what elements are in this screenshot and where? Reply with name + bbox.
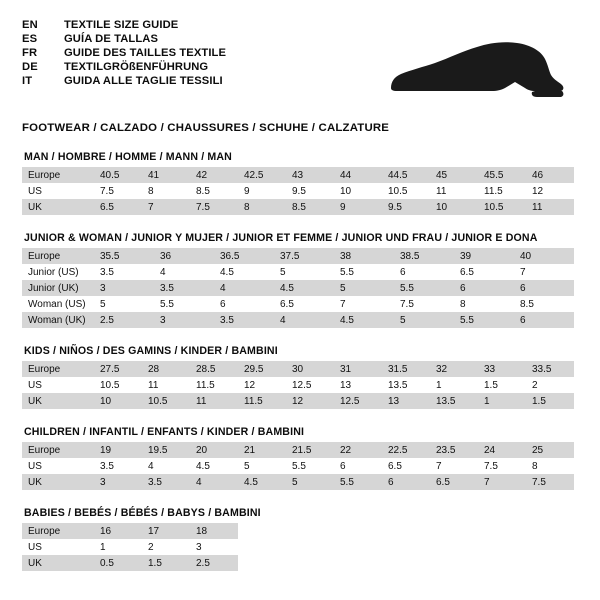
language-title-list bbox=[22, 18, 226, 89]
cell: 42.5 bbox=[238, 167, 286, 183]
cell: 13.5 bbox=[382, 377, 430, 393]
section-junior-woman bbox=[22, 232, 578, 328]
cell: 31 bbox=[334, 361, 382, 377]
size-table-man bbox=[22, 167, 574, 215]
language-row bbox=[22, 18, 226, 32]
cell: 25 bbox=[526, 442, 574, 458]
cell: 10.5 bbox=[142, 393, 190, 409]
cell: 7.5 bbox=[94, 183, 142, 199]
row-label: UK bbox=[22, 555, 94, 571]
row-label: Europe bbox=[22, 523, 94, 539]
cell: 9.5 bbox=[382, 199, 430, 215]
cell: 11 bbox=[142, 377, 190, 393]
section-babies bbox=[22, 507, 578, 571]
section-title: JUNIOR & WOMAN / JUNIOR Y MUJER / JUNIOR ET FEMME / JUNIOR UND FRAU / JUNIOR E DONA bbox=[24, 232, 538, 244]
row-label: US bbox=[22, 183, 94, 199]
cell: 5 bbox=[94, 296, 154, 312]
cell: 28 bbox=[142, 361, 190, 377]
row-label: UK bbox=[22, 393, 94, 409]
table-row bbox=[22, 458, 574, 474]
row-label: Woman (UK) bbox=[22, 312, 94, 328]
language-title-list-body bbox=[22, 18, 226, 89]
cell: 16 bbox=[94, 523, 142, 539]
cell: 5 bbox=[286, 474, 334, 490]
cell: 5.5 bbox=[286, 458, 334, 474]
table-row bbox=[22, 296, 574, 312]
cell: 12.5 bbox=[334, 393, 382, 409]
row-label: Europe bbox=[22, 442, 94, 458]
cell: 7 bbox=[514, 264, 574, 280]
cell: 7.5 bbox=[478, 458, 526, 474]
size-table-children bbox=[22, 442, 574, 490]
cell: 22.5 bbox=[382, 442, 430, 458]
cell: 0.5 bbox=[94, 555, 142, 571]
row-label: US bbox=[22, 539, 94, 555]
cell: 11 bbox=[526, 199, 574, 215]
section-title: MAN / HOMBRE / HOMME / MANN / MAN bbox=[24, 151, 232, 163]
size-table-junior-woman bbox=[22, 248, 574, 328]
table-row bbox=[22, 264, 574, 280]
language-title: TEXTILE SIZE GUIDE bbox=[64, 18, 179, 31]
cell: 43 bbox=[286, 167, 334, 183]
header bbox=[22, 18, 578, 112]
cell: 9 bbox=[238, 183, 286, 199]
cell: 7.5 bbox=[190, 199, 238, 215]
language-code: FR bbox=[22, 46, 38, 59]
cell: 11 bbox=[430, 183, 478, 199]
cell: 4 bbox=[154, 264, 214, 280]
cell: 10 bbox=[430, 199, 478, 215]
cell: 2.5 bbox=[190, 555, 238, 571]
cell: 45 bbox=[430, 167, 478, 183]
cell: 3 bbox=[94, 474, 142, 490]
cell: 36 bbox=[154, 248, 214, 264]
language-row bbox=[22, 32, 226, 46]
cell: 6.5 bbox=[430, 474, 478, 490]
table-row bbox=[22, 248, 574, 264]
cell: 4 bbox=[274, 312, 334, 328]
cell: 12 bbox=[238, 377, 286, 393]
cell: 4.5 bbox=[334, 312, 394, 328]
cell: 1 bbox=[94, 539, 142, 555]
cell: 9 bbox=[334, 199, 382, 215]
cell: 6 bbox=[514, 280, 574, 296]
cell: 23.5 bbox=[430, 442, 478, 458]
language-title: GUÍA DE TALLAS bbox=[64, 32, 159, 45]
language-title: TEXTILGRÖßENFÜHRUNG bbox=[64, 61, 209, 74]
cell: 20 bbox=[190, 442, 238, 458]
row-label: Woman (US) bbox=[22, 296, 94, 312]
table-row bbox=[22, 312, 574, 328]
cell: 39 bbox=[454, 248, 514, 264]
cell: 6 bbox=[514, 312, 574, 328]
row-label: Europe bbox=[22, 248, 94, 264]
section-children bbox=[22, 426, 578, 490]
cell: 13.5 bbox=[430, 393, 478, 409]
cell: 1.5 bbox=[526, 393, 574, 409]
section-kids bbox=[22, 345, 578, 409]
language-row bbox=[22, 75, 226, 89]
cell: 5 bbox=[394, 312, 454, 328]
cell: 3.5 bbox=[94, 264, 154, 280]
cell: 3 bbox=[154, 312, 214, 328]
language-code: DE bbox=[22, 61, 38, 74]
cell: 3.5 bbox=[214, 312, 274, 328]
cell: 5.5 bbox=[334, 264, 394, 280]
cell: 4.5 bbox=[274, 280, 334, 296]
cell: 2 bbox=[526, 377, 574, 393]
cell: 4 bbox=[214, 280, 274, 296]
cell: 8.5 bbox=[190, 183, 238, 199]
cell: 4 bbox=[142, 458, 190, 474]
cell: 7 bbox=[430, 458, 478, 474]
cell: 5 bbox=[334, 280, 394, 296]
cell: 45.5 bbox=[478, 167, 526, 183]
cell: 7 bbox=[478, 474, 526, 490]
cell: 2.5 bbox=[94, 312, 154, 328]
cell: 28.5 bbox=[190, 361, 238, 377]
cell: 6 bbox=[394, 264, 454, 280]
cell: 18 bbox=[190, 523, 238, 539]
cell: 42 bbox=[190, 167, 238, 183]
cell: 24 bbox=[478, 442, 526, 458]
cell: 6.5 bbox=[454, 264, 514, 280]
cell: 11.5 bbox=[190, 377, 238, 393]
cell: 41 bbox=[142, 167, 190, 183]
cell: 1 bbox=[478, 393, 526, 409]
size-table-babies bbox=[22, 523, 238, 571]
cell: 5.5 bbox=[394, 280, 454, 296]
language-code: IT bbox=[22, 75, 33, 88]
section-title: KIDS / NIÑOS / DES GAMINS / KINDER / BAMBINI bbox=[24, 345, 278, 357]
cell: 1.5 bbox=[142, 555, 190, 571]
cell: 4.5 bbox=[214, 264, 274, 280]
category-line: FOOTWEAR / CALZADO / CHAUSSURES / SCHUHE / CALZATURE bbox=[22, 122, 390, 134]
cell: 33 bbox=[478, 361, 526, 377]
row-label: US bbox=[22, 458, 94, 474]
cell: 21 bbox=[238, 442, 286, 458]
cell: 3.5 bbox=[142, 474, 190, 490]
cell: 35.5 bbox=[94, 248, 154, 264]
cell: 13 bbox=[334, 377, 382, 393]
language-code: EN bbox=[22, 18, 38, 31]
language-title: GUIDE DES TAILLES TEXTILE bbox=[64, 46, 227, 59]
cell: 10.5 bbox=[382, 183, 430, 199]
cell: 27.5 bbox=[94, 361, 142, 377]
language-title: GUIDA ALLE TAGLIE TESSILI bbox=[64, 75, 223, 88]
cell: 10.5 bbox=[478, 199, 526, 215]
cell: 5 bbox=[238, 458, 286, 474]
row-label: Europe bbox=[22, 361, 94, 377]
row-label: Junior (US) bbox=[22, 264, 94, 280]
cell: 40.5 bbox=[94, 167, 142, 183]
table-row bbox=[22, 442, 574, 458]
cell: 8 bbox=[526, 458, 574, 474]
cell: 3 bbox=[190, 539, 238, 555]
cell: 33.5 bbox=[526, 361, 574, 377]
cell: 19 bbox=[94, 442, 142, 458]
size-table-kids bbox=[22, 361, 574, 409]
cell: 12 bbox=[526, 183, 574, 199]
cell: 6.5 bbox=[382, 458, 430, 474]
cell: 6 bbox=[382, 474, 430, 490]
table-row bbox=[22, 361, 574, 377]
cell: 5.5 bbox=[454, 312, 514, 328]
cell: 6 bbox=[454, 280, 514, 296]
cell: 30 bbox=[286, 361, 334, 377]
table-row bbox=[22, 167, 574, 183]
cell: 37.5 bbox=[274, 248, 334, 264]
cell: 11.5 bbox=[238, 393, 286, 409]
table-row bbox=[22, 555, 238, 571]
cell: 10.5 bbox=[94, 377, 142, 393]
cell: 21.5 bbox=[286, 442, 334, 458]
table-row bbox=[22, 523, 238, 539]
cell: 22 bbox=[334, 442, 382, 458]
cell: 3.5 bbox=[154, 280, 214, 296]
cell: 10 bbox=[94, 393, 142, 409]
language-code: ES bbox=[22, 32, 38, 45]
cell: 12.5 bbox=[286, 377, 334, 393]
cell: 3.5 bbox=[94, 458, 142, 474]
language-row bbox=[22, 46, 226, 60]
cell: 8 bbox=[454, 296, 514, 312]
cell: 12 bbox=[286, 393, 334, 409]
dress-shoe-icon bbox=[380, 32, 570, 112]
section-man bbox=[22, 151, 578, 215]
section-title: CHILDREN / INFANTIL / ENFANTS / KINDER / BAMBINI bbox=[24, 426, 305, 438]
row-label: UK bbox=[22, 199, 94, 215]
table-row bbox=[22, 377, 574, 393]
cell: 36.5 bbox=[214, 248, 274, 264]
row-label: Junior (UK) bbox=[22, 280, 94, 296]
table-row bbox=[22, 280, 574, 296]
table-row bbox=[22, 199, 574, 215]
cell: 29.5 bbox=[238, 361, 286, 377]
cell: 8 bbox=[238, 199, 286, 215]
cell: 5.5 bbox=[154, 296, 214, 312]
cell: 38.5 bbox=[394, 248, 454, 264]
cell: 31.5 bbox=[382, 361, 430, 377]
cell: 19.5 bbox=[142, 442, 190, 458]
cell: 40 bbox=[514, 248, 574, 264]
cell: 4 bbox=[190, 474, 238, 490]
cell: 17 bbox=[142, 523, 190, 539]
cell: 4.5 bbox=[238, 474, 286, 490]
table-row bbox=[22, 539, 238, 555]
cell: 1 bbox=[430, 377, 478, 393]
cell: 11.5 bbox=[478, 183, 526, 199]
cell: 5.5 bbox=[334, 474, 382, 490]
cell: 3 bbox=[94, 280, 154, 296]
cell: 7 bbox=[334, 296, 394, 312]
cell: 32 bbox=[430, 361, 478, 377]
cell: 38 bbox=[334, 248, 394, 264]
cell: 2 bbox=[142, 539, 190, 555]
cell: 4.5 bbox=[190, 458, 238, 474]
cell: 11 bbox=[190, 393, 238, 409]
cell: 6 bbox=[334, 458, 382, 474]
cell: 44.5 bbox=[382, 167, 430, 183]
cell: 8.5 bbox=[514, 296, 574, 312]
cell: 8 bbox=[142, 183, 190, 199]
cell: 5 bbox=[274, 264, 334, 280]
cell: 9.5 bbox=[286, 183, 334, 199]
cell: 6 bbox=[214, 296, 274, 312]
cell: 8.5 bbox=[286, 199, 334, 215]
cell: 7.5 bbox=[526, 474, 574, 490]
cell: 6.5 bbox=[94, 199, 142, 215]
cell: 44 bbox=[334, 167, 382, 183]
table-row bbox=[22, 183, 574, 199]
section-title: BABIES / BEBÉS / BÉBÉS / BABYS / BAMBINI bbox=[24, 507, 261, 519]
cell: 10 bbox=[334, 183, 382, 199]
cell: 7.5 bbox=[394, 296, 454, 312]
row-label: US bbox=[22, 377, 94, 393]
table-row bbox=[22, 474, 574, 490]
cell: 13 bbox=[382, 393, 430, 409]
cell: 6.5 bbox=[274, 296, 334, 312]
cell: 1.5 bbox=[478, 377, 526, 393]
cell: 46 bbox=[526, 167, 574, 183]
cell: 7 bbox=[142, 199, 190, 215]
table-row bbox=[22, 393, 574, 409]
language-row bbox=[22, 61, 226, 75]
row-label: Europe bbox=[22, 167, 94, 183]
row-label: UK bbox=[22, 474, 94, 490]
